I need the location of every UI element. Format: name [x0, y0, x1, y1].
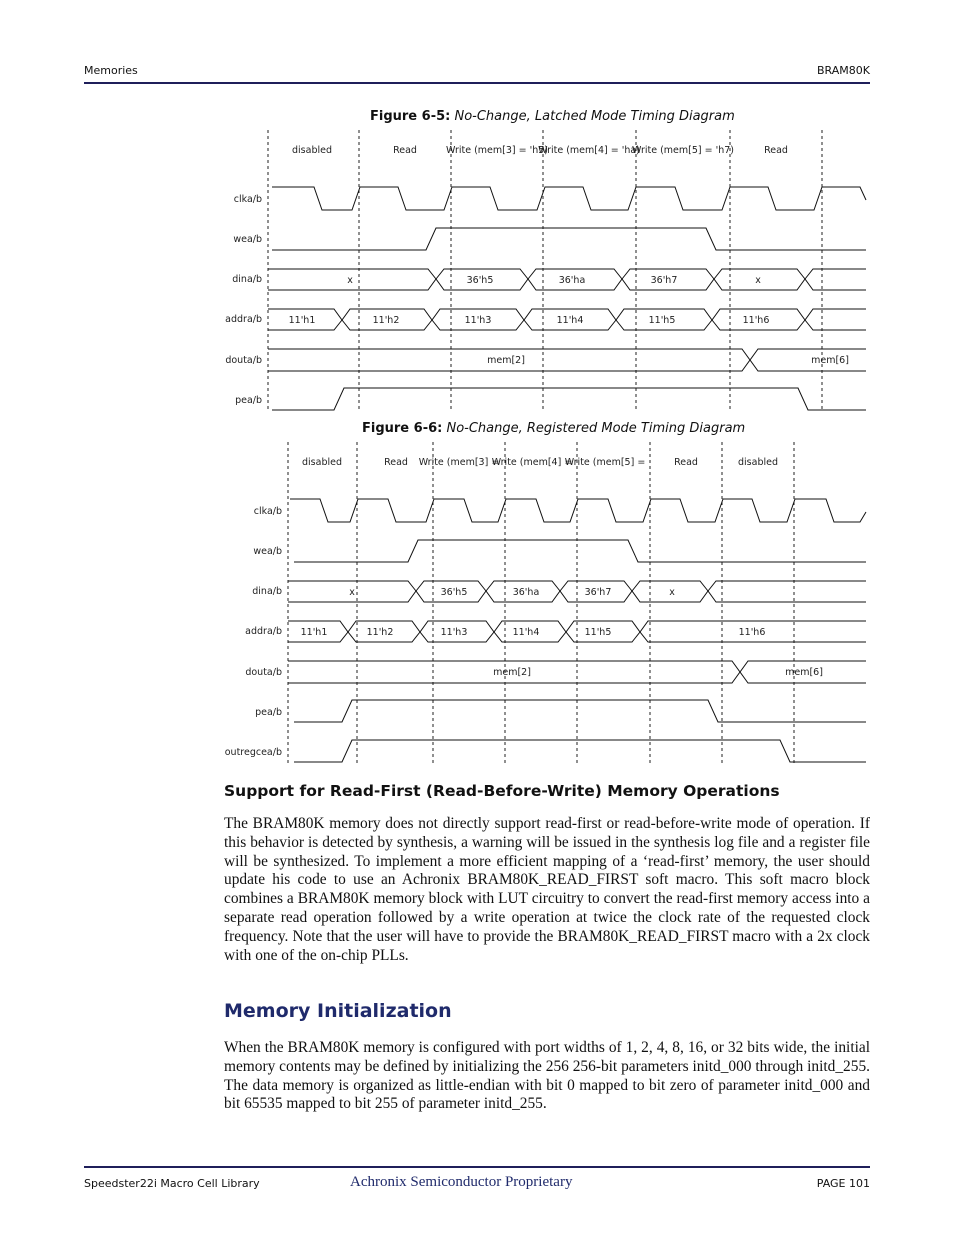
- fig2-phase-disabled: disabled: [302, 457, 342, 468]
- fig2-phase-read-2: Read: [674, 457, 698, 468]
- fig2-addr-0: 11'h1: [300, 627, 328, 638]
- section-body-read-first: The BRAM80K memory does not directly support read-first or read-before-write mode of operation. If this behavior is detected by synthesis, a warning will be issued in the synthesis log file and a register file will be synthesized. To implement a more efficient mapping of a ‘read-first’ memory, the user should update his code to use an Achronix BRAM80K_READ_FIRST soft macro. This soft macro block combines a BRAM80K memory block with LUT circuitry to convert the read-first memory access into a separate read operation followed by a write operation at twice the clock rate of the requested clock frequency. Note that the user will have to provide the BRAM80K_READ_FIRST macro with a 2x clock with one of the on-chip PLLs.: [224, 815, 870, 964]
- fig1-phase-read: Read: [393, 145, 417, 156]
- figure-6-5-caption: [370, 109, 735, 124]
- fig2-signal-we: wea/b: [253, 546, 282, 557]
- fig2-dout-0: mem[2]: [493, 667, 531, 678]
- fig2-addr-4: 11'h5: [584, 627, 612, 638]
- fig2-signal-pe: pea/b: [255, 707, 282, 718]
- fig2-din-0: x: [349, 587, 355, 598]
- fig1-signal-clk: clka/b: [233, 194, 262, 205]
- fig2-phase-write-2: Write (mem[4] =: [491, 457, 573, 468]
- fig1-phase-write-3: Write (mem[5] = 'h7): [632, 145, 734, 156]
- fig2-din-1: 36'h5: [440, 587, 468, 598]
- fig2-signal-outregce: outregcea/b: [224, 747, 282, 758]
- fig2-signal-clk: clka/b: [253, 506, 282, 517]
- fig2-din-2: 36'ha: [512, 587, 540, 598]
- fig1-din-0: x: [347, 275, 353, 286]
- fig2-phase-read: Read: [384, 457, 408, 468]
- fig1-signal-din: dina/b: [232, 274, 262, 285]
- fig1-din-4: x: [755, 275, 761, 286]
- fig1-din-2: 36'ha: [558, 275, 586, 286]
- fig2-phase-write-3: Write (mem[5] =: [564, 457, 646, 468]
- figure-6-5-timing-diagram: [222, 128, 870, 414]
- fig1-din-1: 36'h5: [466, 275, 494, 286]
- figure-6-6-caption: [362, 421, 745, 436]
- footer-doc-title: Speedster22i Macro Cell Library: [84, 1177, 260, 1190]
- figure-6-5-title: No-Change, Latched Mode Timing Diagram: [454, 109, 735, 124]
- figure-6-6-label: Figure 6-6:: [362, 421, 443, 436]
- fig2-din-3: 36'h7: [584, 587, 612, 598]
- fig2-addr-2: 11'h3: [440, 627, 468, 638]
- fig2-phase-disabled-2: disabled: [738, 457, 778, 468]
- footer-proprietary: Achronix Semiconductor Proprietary: [350, 1174, 573, 1190]
- fig2-dout-1: mem[6]: [785, 667, 823, 678]
- fig1-dout-1: mem[6]: [811, 355, 849, 366]
- header-section: Memories: [84, 64, 138, 77]
- fig1-signal-pe: pea/b: [235, 395, 262, 406]
- figure-6-6-timing-diagram: [222, 440, 870, 766]
- fig2-din-4: x: [669, 587, 675, 598]
- fig2-addr-5: 11'h6: [738, 627, 766, 638]
- fig1-addr-2: 11'h3: [464, 315, 492, 326]
- fig1-phase-disabled: disabled: [292, 145, 332, 156]
- fig1-dout-0: mem[2]: [487, 355, 525, 366]
- fig2-addr-1: 11'h2: [366, 627, 394, 638]
- fig1-addr-5: 11'h6: [742, 315, 770, 326]
- section-heading-memory-initialization: Memory Initialization: [224, 1000, 452, 1022]
- fig1-signal-we: wea/b: [233, 234, 262, 245]
- header-rule: [84, 82, 870, 84]
- header-title: BRAM80K: [817, 64, 870, 77]
- section-heading-read-first: Support for Read-First (Read-Before-Write) Memory Operations: [224, 782, 780, 800]
- fig1-din-3: 36'h7: [650, 275, 678, 286]
- figure-6-5-label: Figure 6-5:: [370, 109, 451, 124]
- fig1-addr-1: 11'h2: [372, 315, 400, 326]
- fig1-addr-4: 11'h5: [648, 315, 676, 326]
- fig1-phase-write-2: Write (mem[4] = 'ha): [538, 145, 640, 156]
- figure-6-6-title: No-Change, Registered Mode Timing Diagram: [446, 421, 746, 436]
- footer-page-number: PAGE 101: [816, 1177, 870, 1190]
- fig1-signal-addr: addra/b: [225, 314, 262, 325]
- fig2-phase-write-1: Write (mem[3] =: [418, 457, 500, 468]
- fig2-addr-3: 11'h4: [512, 627, 540, 638]
- fig2-signal-din: dina/b: [252, 586, 282, 597]
- fig1-addr-0: 11'h1: [288, 315, 316, 326]
- fig2-signal-dout: douta/b: [245, 667, 282, 678]
- fig1-addr-3: 11'h4: [556, 315, 584, 326]
- section-body-memory-initialization: When the BRAM80K memory is configured with port widths of 1, 2, 4, 8, 16, or 32 bits wide, the initial memory contents may be defined by initializing the 256 256-bit parameters initd_000 through initd_255. The data memory is organized as little-endian with bit 0 mapped to bit zero of parameter initd_000 and bit 65535 mapped to bit 255 of parameter initd_255.: [224, 1039, 870, 1113]
- fig1-phase-read-2: Read: [764, 145, 788, 156]
- footer-rule: [84, 1166, 870, 1168]
- fig1-signal-dout: douta/b: [225, 355, 262, 366]
- fig2-signal-addr: addra/b: [245, 626, 282, 637]
- fig1-phase-write-1: Write (mem[3] = 'h5): [446, 145, 548, 156]
